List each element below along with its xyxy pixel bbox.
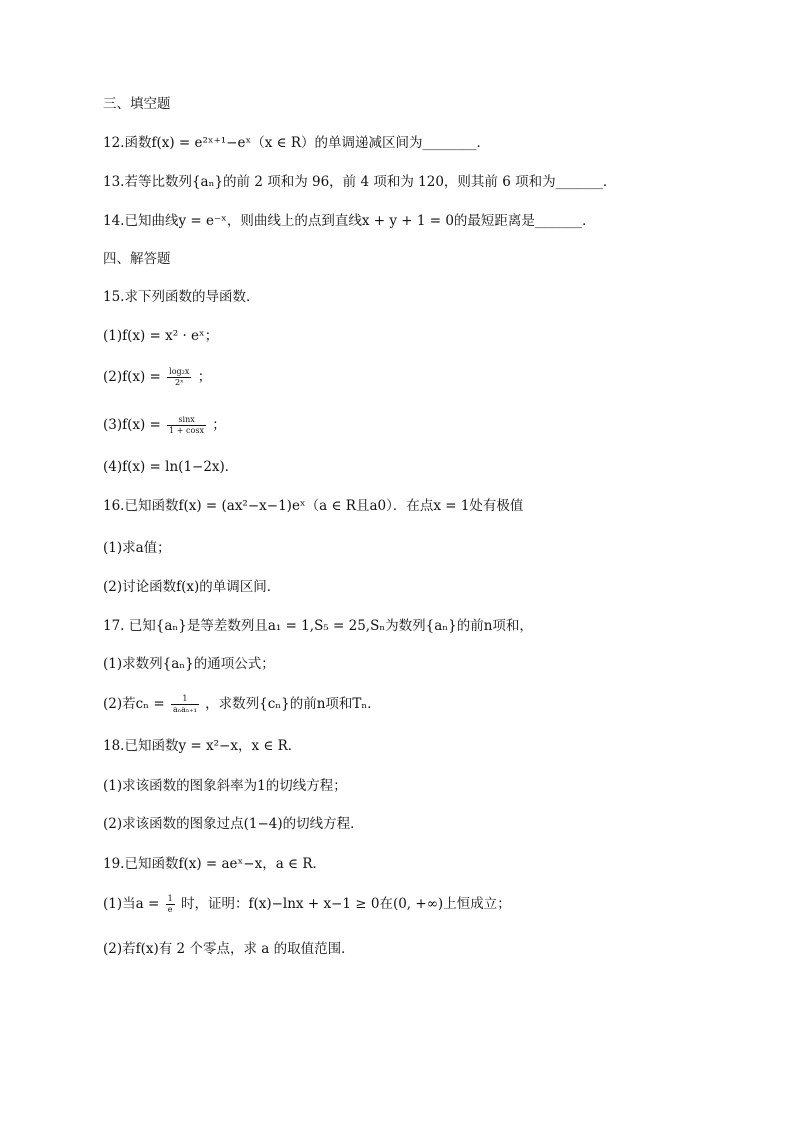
q17-p2-numerator: 1 xyxy=(171,694,199,705)
question-15-part-1: (1)f(x) = x² · eˣ； xyxy=(103,328,219,344)
question-19-stem: 19.已知函数f(x) = aeˣ−x，a ∈ R． xyxy=(103,856,326,872)
q19-p1-prefix: (1)当a = xyxy=(103,896,160,912)
question-18-part-2: (2)求该函数的图象过点(1−4)的切线方程． xyxy=(103,816,364,832)
q19-p1-fraction xyxy=(166,894,175,915)
question-17-part-1: (1)求数列{aₙ}的通项公式； xyxy=(103,656,275,672)
question-15-part-2 xyxy=(103,367,211,388)
q17-p2-prefix: (2)若cₙ = xyxy=(103,696,165,712)
question-18-part-1: (1)求该函数的图象斜率为1的切线方程； xyxy=(103,778,347,794)
q15-p3-fraction xyxy=(167,415,206,436)
q17-p2-denominator: aₙaₙ₊₁ xyxy=(172,705,197,714)
q15-p3-denominator: 1 + cosx xyxy=(169,426,204,435)
q19-p1-denominator: e xyxy=(167,905,173,914)
section-heading-fill-blank: 三、填空题 xyxy=(103,96,171,112)
q15-p2-fraction xyxy=(167,367,191,388)
question-19-part-2: (2)若f(x)有 2 个零点，求 a 的取值范围． xyxy=(103,941,355,957)
q15-p2-suffix: ； xyxy=(197,369,212,385)
question-17-part-2 xyxy=(103,694,381,715)
question-15-stem: 15.求下列函数的导函数． xyxy=(103,289,260,305)
q15-p3-suffix: ； xyxy=(212,417,226,433)
q17-p2-fraction xyxy=(171,694,199,715)
section-heading-answer: 四、解答题 xyxy=(103,251,171,267)
q15-p2-denominator: 2ˣ xyxy=(175,378,184,387)
question-14: 14.已知曲线y = e⁻ˣ，则曲线上的点到直线x + y + 1 = 0的最短距离是_______． xyxy=(103,213,596,229)
question-18-stem: 18.已知函数y = x²−x，x ∈ R． xyxy=(103,738,302,754)
q15-p2-numerator: log₂x xyxy=(169,367,190,376)
question-19-part-1 xyxy=(103,894,511,915)
question-12: 12.函数f(x) = e²ˣ⁺¹−eˣ（x ∈ R）的单调递减区间为________． xyxy=(103,135,491,151)
question-15-part-4: (4)f(x) = ln(1−2x)． xyxy=(103,459,239,475)
question-16-stem: 16.已知函数f(x) = (ax²−x−1)eˣ（a ∈ R且a0）．在点x = 1处有极值 xyxy=(103,498,524,514)
question-16-part-2: (2)讨论函数f(x)的单调区间． xyxy=(103,579,281,595)
q15-p2-prefix: (2)f(x) = xyxy=(103,369,161,385)
question-13: 13.若等比数列{aₙ}的前 2 项和为 96，前 4 项和为 120，则其前 6 项和为_______． xyxy=(103,174,617,190)
q19-p1-numerator: 1 xyxy=(167,894,173,903)
question-16-part-1: (1)求a值； xyxy=(103,540,171,556)
question-15-part-3 xyxy=(103,415,226,436)
q17-p2-suffix: ，求数列{cₙ}的前n项和Tₙ． xyxy=(205,696,381,712)
q19-p1-suffix: 时，证明：f(x)−lnx + x−1 ≥ 0在(0, +∞)上恒成立； xyxy=(180,896,511,912)
q15-p3-prefix: (3)f(x) = xyxy=(103,417,161,433)
question-17-stem: 17. 已知{aₙ}是等差数列且a₁ = 1,S₅ = 25,Sₙ为数列{aₙ}的前n项和， xyxy=(103,618,533,634)
q15-p3-numerator: sinx xyxy=(167,415,206,426)
